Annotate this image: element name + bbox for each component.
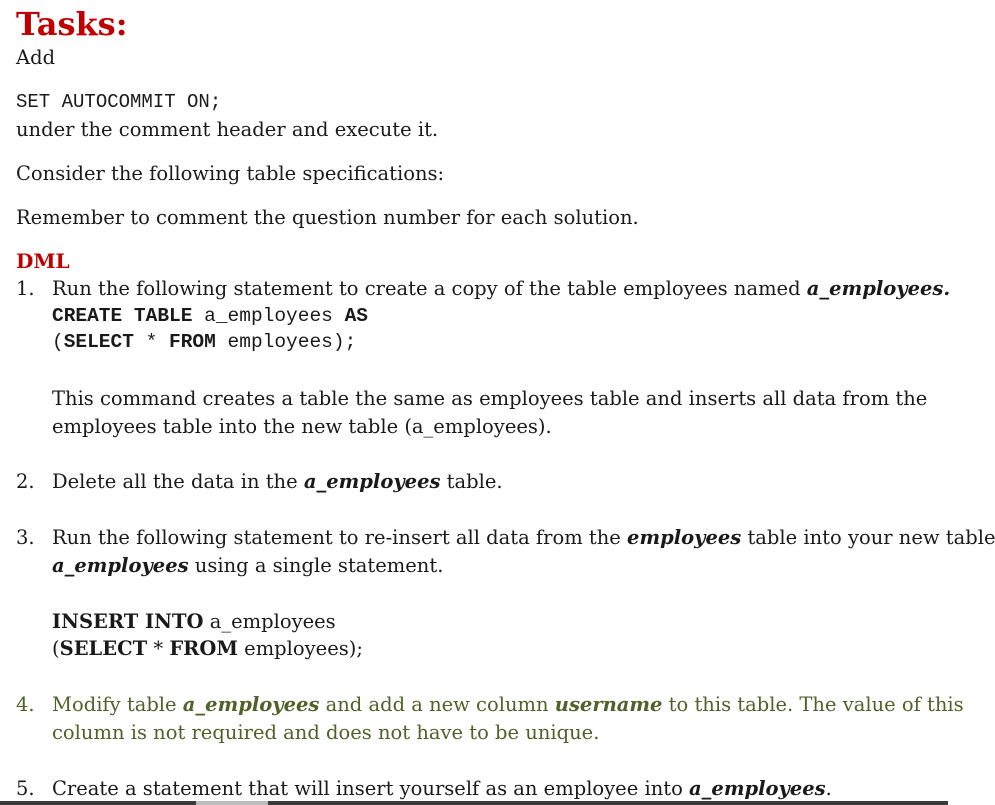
- q3-l2-b: using a single statement.: [188, 554, 444, 577]
- q1-code-t2: employees);: [215, 331, 357, 353]
- question-number: 1.: [16, 277, 35, 300]
- q2-table-name: a_employees: [303, 470, 441, 493]
- question-number: 3.: [16, 526, 35, 549]
- q2-text-c: table.: [440, 470, 503, 493]
- intro-after-code: under the comment header and execute it.: [16, 118, 439, 141]
- q3-code-star: *: [147, 637, 170, 660]
- question-number: 5.: [16, 777, 35, 800]
- question-text: [52, 470, 503, 494]
- question-number: 2.: [16, 470, 35, 493]
- q4-line-2: column is not required and does not have to be unique.: [52, 721, 600, 744]
- q3-code-line-1: [52, 610, 336, 634]
- q1-code-t1: a_employees: [192, 305, 345, 327]
- q3-kw-insert: INSERT INTO: [52, 610, 204, 633]
- page-title: Tasks:: [16, 5, 128, 43]
- q3-kw-from: FROM: [169, 637, 238, 660]
- q3-line-2: [52, 554, 443, 578]
- autocommit-code: SET AUTOCOMMIT ON;: [16, 91, 222, 113]
- q5-text-c: .: [825, 777, 832, 800]
- section-heading-dml: DML: [16, 249, 70, 273]
- q1-desc-line-2: employees table into the new table (a_employees).: [52, 415, 552, 438]
- intro-add: Add: [16, 46, 56, 69]
- q1-kw-as: AS: [344, 305, 368, 327]
- horizontal-scrollbar[interactable]: [0, 801, 948, 805]
- scrollbar-thumb[interactable]: [196, 801, 268, 805]
- document-page: [16, 0, 995, 805]
- q5-text-a: Create a statement that will insert yourself as an employee into: [52, 777, 690, 800]
- q4-l1-a: Modify table: [52, 693, 183, 716]
- q4-l1-e: to this table. The value of this: [662, 693, 964, 716]
- q3-code-t2: employees);: [237, 637, 363, 660]
- q3-l1-c: table into your new table: [741, 526, 995, 549]
- question-number: 4.: [16, 693, 35, 716]
- q1-kw-from: FROM: [169, 331, 216, 353]
- q1-kw-create: CREATE TABLE: [52, 305, 193, 327]
- q3-l1-a: Run the following statement to re-insert all data from the: [52, 526, 628, 549]
- intro-remember: Remember to comment the question number for each solution.: [16, 206, 639, 229]
- q3-code-line-2: [52, 637, 363, 661]
- q1-desc-line-1: This command creates a table the same as employees table and inserts all data from the: [52, 387, 928, 410]
- q1-kw-select: SELECT: [63, 331, 134, 353]
- q4-table-name: a_employees: [182, 693, 320, 716]
- q4-line-1: [52, 693, 964, 717]
- q1-code-star: *: [133, 331, 170, 353]
- q1-text-a: Run the following statement to create a copy of the table employees named: [52, 277, 807, 300]
- q3-l2-table-name: a_employees: [52, 554, 189, 577]
- q4-l1-c: and add a new column: [319, 693, 555, 716]
- q1-code-line-1: [52, 304, 368, 328]
- q3-code-t1: a_employees: [203, 610, 336, 633]
- q3-l1-employees: employees: [627, 526, 742, 549]
- q1-table-name: a_employees.: [806, 277, 951, 300]
- question-text: [52, 777, 832, 801]
- q4-column-name: username: [554, 693, 663, 716]
- question-text: [52, 277, 950, 301]
- q2-text-a: Delete all the data in the: [52, 470, 304, 493]
- q3-line-1: [52, 526, 995, 550]
- intro-consider: Consider the following table specifications:: [16, 162, 445, 185]
- q1-code-paren: (: [52, 331, 64, 353]
- q5-table-name: a_employees: [689, 777, 826, 800]
- q1-code-line-2: [52, 330, 356, 354]
- q3-code-paren: (: [52, 637, 60, 660]
- q3-kw-select: SELECT: [59, 637, 148, 660]
